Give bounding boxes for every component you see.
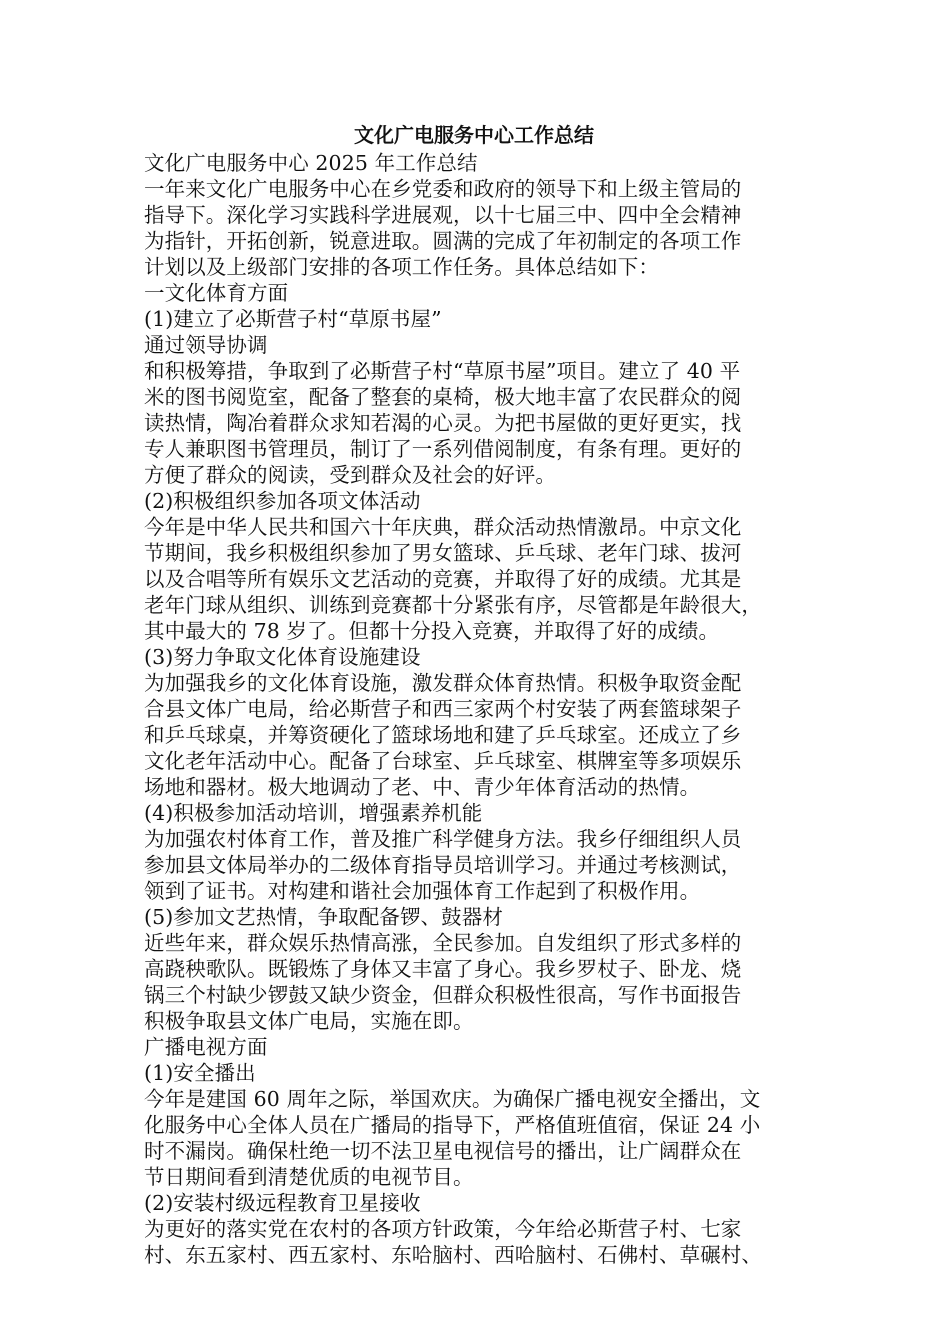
text-line: 领到了证书。对构建和谐社会加强体育工作起到了积极作用。 (144, 879, 701, 903)
text-line: 为加强农村体育工作，普及推广科学健身方法。我乡仔细组织人员 (144, 827, 742, 851)
text-line: 村、东五家村、西五家村、东哈脑村、西哈脑村、石佛村、草碾村、 (144, 1243, 762, 1267)
text-line: 为更好的落实党在农村的各项方针政策，今年给必斯营子村、七家 (144, 1217, 742, 1241)
text-line: 计划以及上级部门安排的各项工作任务。具体总结如下： (144, 255, 659, 279)
text-line: (1)建立了必斯营子村“草原书屋” (144, 307, 442, 331)
text-line: 参加县文体局举办的二级体育指导员培训学习。并通过考核测试， (144, 853, 742, 877)
text-line: 一年来文化广电服务中心在乡党委和政府的领导下和上级主管局的 (144, 177, 742, 201)
text-line: 时不漏岗。确保杜绝一切不法卫星电视信号的播出，让广阔群众在 (144, 1139, 742, 1163)
text-line: 节日期间看到清楚优质的电视节目。 (144, 1165, 474, 1189)
text-line: 积极争取县文体广电局，实施在即。 (144, 1009, 474, 1033)
text-line: 为指针，开拓创新，锐意进取。圆满的完成了年初制定的各项工作 (144, 229, 742, 253)
text-line: 其中最大的 78 岁了。但都十分投入竞赛，并取得了好的成绩。 (144, 619, 720, 643)
text-line: (2)积极组织参加各项文体活动 (144, 489, 421, 513)
text-line: 以及合唱等所有娱乐文艺活动的竞赛，并取得了好的成绩。尤其是 (144, 567, 742, 591)
text-line: 场地和器材。极大地调动了老、中、青少年体育活动的热情。 (144, 775, 701, 799)
text-line: 文化广电服务中心 2025 年工作总结 (144, 151, 478, 175)
text-line: 今年是建国 60 周年之际，举国欢庆。为确保广播电视安全播出，文 (144, 1087, 761, 1111)
text-line: 锅三个村缺少锣鼓又缺少资金，但群众积极性很高，写作书面报告 (144, 983, 742, 1007)
text-line: (4)积极参加活动培训，增强素养机能 (144, 801, 483, 825)
document-body (144, 150, 804, 1268)
text-line: 和乒乓球桌，并筹资硬化了篮球场地和建了乒乓球室。还成立了乡 (144, 723, 742, 747)
text-line: (2)安装村级远程教育卫星接收 (144, 1191, 421, 1215)
text-line: (3)努力争取文化体育设施建设 (144, 645, 421, 669)
text-line: 广播电视方面 (144, 1035, 268, 1059)
text-line: 专人兼职图书管理员，制订了一系列借阅制度，有条有理。更好的 (144, 437, 742, 461)
text-line: 高跷秧歌队。既锻炼了身体又丰富了身心。我乡罗杖子、卧龙、烧 (144, 957, 742, 981)
text-line: 方便了群众的阅读，受到群众及社会的好评。 (144, 463, 556, 487)
text-line: 文化老年活动中心。配备了台球室、乒乓球室、棋牌室等多项娱乐 (144, 749, 742, 773)
text-line: 老年门球从组织、训练到竞赛都十分紧张有序，尽管都是年龄很大， (144, 593, 762, 617)
text-line: 一文化体育方面 (144, 281, 289, 305)
text-line: 通过领导协调 (144, 333, 268, 357)
text-line: 读热情，陶冶着群众求知若渴的心灵。为把书屋做的更好更实，找 (144, 411, 742, 435)
text-line: (1)安全播出 (144, 1061, 256, 1085)
text-line: 近些年来，群众娱乐热情高涨，全民参加。自发组织了形式多样的 (144, 931, 742, 955)
text-line: 化服务中心全体人员在广播局的指导下，严格值班值宿，保证 24 小 (144, 1113, 761, 1137)
text-line: 节期间，我乡积极组织参加了男女篮球、乒乓球、老年门球、拔河 (144, 541, 742, 565)
text-line: 米的图书阅览室，配备了整套的桌椅，极大地丰富了农民群众的阅 (144, 385, 742, 409)
text-line: 今年是中华人民共和国六十年庆典，群众活动热情激昂。中京文化 (144, 515, 742, 539)
document-title: 文化广电服务中心工作总结 (354, 123, 594, 147)
text-line: 为加强我乡的文化体育设施，激发群众体育热情。积极争取资金配 (144, 671, 742, 695)
document-page (144, 120, 804, 1268)
text-line: 和积极筹措，争取到了必斯营子村“草原书屋”项目。建立了 40 平 (144, 359, 741, 383)
text-line: 合县文体广电局，给必斯营子和西三家两个村安装了两套篮球架子 (144, 697, 742, 721)
text-line: (5)参加文艺热情，争取配备锣、鼓器材 (144, 905, 503, 929)
text-line: 指导下。深化学习实践科学进展观，以十七届三中、四中全会精神 (144, 203, 742, 227)
